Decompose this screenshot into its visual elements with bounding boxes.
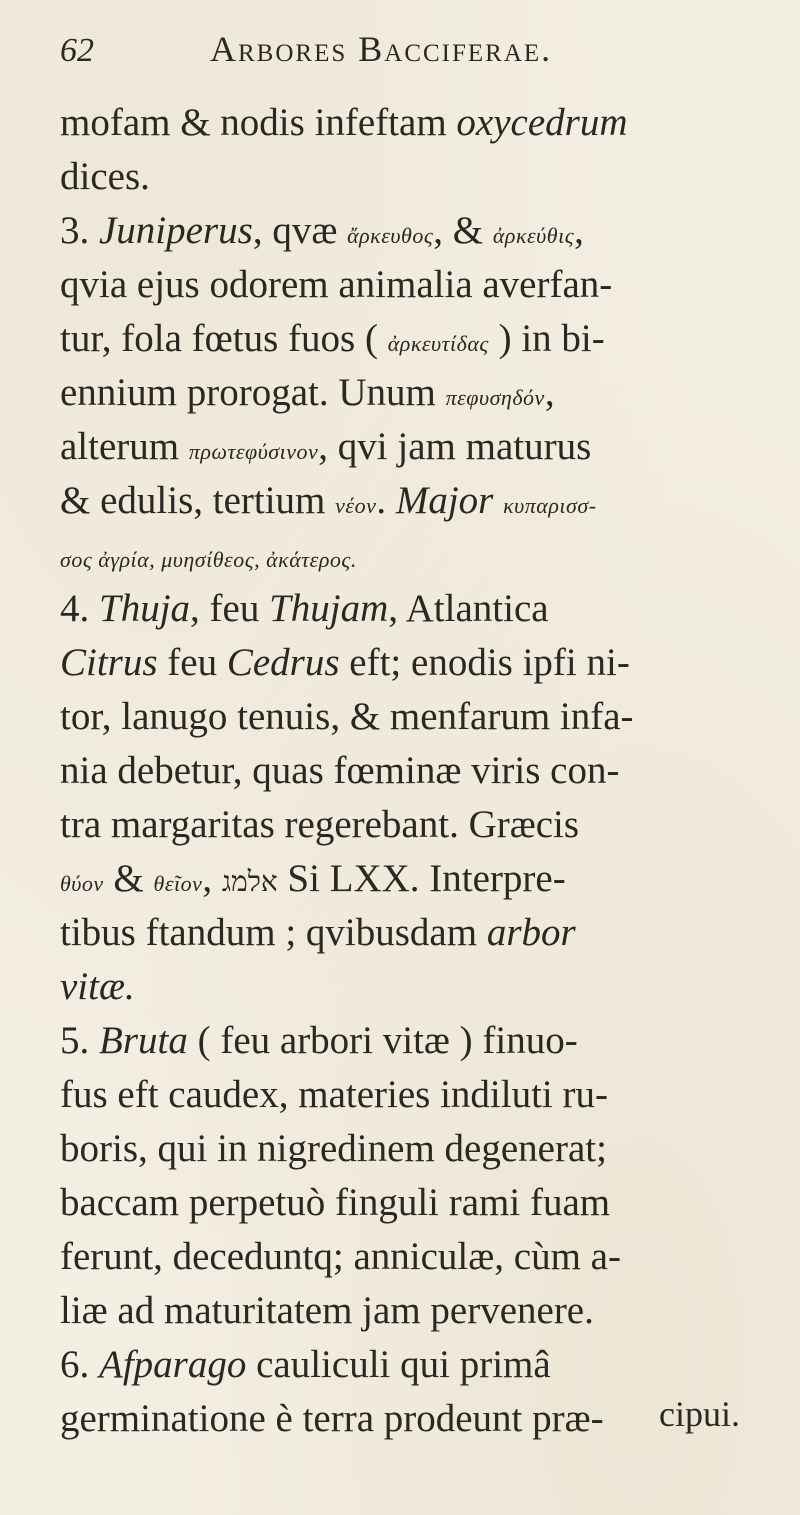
text-run: ferunt, deceduntq; anniculæ, cùm a- [60, 1235, 621, 1278]
text-line [60, 1176, 780, 1230]
text-run: ennium prorogat. Unum [60, 371, 446, 414]
text-run: ἀρκεύθις [492, 223, 575, 248]
text-run: mofam & nodis infeftam [60, 101, 457, 144]
text-run: , [202, 857, 222, 900]
text-run: feu [157, 641, 227, 684]
text-run: , [544, 371, 555, 414]
text-run: אלמג [221, 867, 278, 898]
text-run: νέον [335, 493, 377, 518]
text-run: dices. [60, 155, 150, 198]
text-run: vitæ. [60, 965, 135, 1008]
text-run: Citrus [60, 641, 158, 684]
text-run: qvia ejus odorem animalia averfan- [60, 263, 613, 306]
text-run [493, 479, 503, 522]
text-line [60, 906, 780, 960]
text-line [60, 798, 780, 852]
text-run: germinatione è terra prodeunt præ- [60, 1397, 604, 1440]
text-run: cauliculi qui primâ [246, 1343, 551, 1386]
text-line [60, 204, 780, 258]
text-line [60, 1014, 780, 1068]
text-line [60, 96, 780, 150]
text-run: 6. [60, 1343, 99, 1386]
text-line [60, 744, 780, 798]
text-line [60, 582, 780, 636]
text-run: boris, qui in nigredinem degenerat; [60, 1127, 607, 1170]
text-line [60, 1230, 780, 1284]
text-run: 3. [60, 209, 99, 252]
text-line [60, 636, 780, 690]
text-run: ἄρκευθος [347, 223, 434, 248]
text-run: ( feu arbori vitæ ) finuo- [187, 1019, 578, 1062]
text-run: alterum [60, 425, 189, 468]
text-run: 5. [60, 1019, 99, 1062]
text-line [60, 312, 780, 366]
text-run: θύον [60, 871, 104, 896]
text-line [60, 420, 780, 474]
text-line [60, 474, 780, 528]
text-run: baccam perpetuò finguli rami fuam [60, 1181, 611, 1224]
text-run: , & [433, 209, 493, 252]
text-run: Major [395, 479, 494, 522]
text-run: . [376, 479, 396, 522]
text-line [60, 960, 780, 1014]
text-run: eft; enodis ipfi ni- [339, 641, 630, 684]
text-run: tra margaritas regerebant. Græcis [60, 803, 580, 846]
text-line [60, 258, 780, 312]
text-run: πεφυσηδόν [445, 385, 545, 410]
text-line [60, 366, 780, 420]
text-run: θεῖον [153, 871, 203, 896]
body-text [60, 96, 780, 1446]
text-run: Thujam [269, 587, 389, 630]
text-run: Si LXX. Interpre- [277, 857, 566, 900]
text-run: , [574, 209, 584, 252]
catchword: cipui. [659, 1394, 740, 1434]
text-line [60, 528, 780, 582]
text-run: Bruta [99, 1019, 188, 1062]
running-head: Arbores Bacciferae. [210, 29, 553, 69]
page-number: 62 [60, 32, 94, 69]
text-line [60, 690, 780, 744]
text-run: tur, fola fœtus fuos ( [60, 317, 388, 360]
text-line [60, 150, 780, 204]
text-line [60, 1122, 780, 1176]
text-run: fus eft caudex, materies indiluti ru- [60, 1073, 608, 1116]
text-run: liæ ad maturitatem jam pervenere. [60, 1289, 594, 1332]
text-run: , feu [190, 587, 270, 630]
text-run: Thuja [99, 587, 191, 630]
text-run: , qvi jam maturus [318, 425, 592, 468]
text-run: κυπαρισσ- [503, 493, 597, 518]
text-line [60, 1284, 780, 1338]
text-run: , Atlantica [388, 587, 549, 630]
text-run: oxycedrum [456, 101, 628, 144]
text-run: Juniperus [99, 209, 253, 252]
text-run: tibus ftandum ; qvibusdam [60, 911, 487, 954]
text-run: tor, lanugo tenuis, & menfarum infa- [60, 695, 634, 738]
text-run: σος ἀγρία, μυησίθεος, ἀκάτερος. [60, 547, 357, 572]
text-run: , qvæ [252, 209, 348, 252]
text-run: & edulis, tertium [60, 479, 336, 522]
text-run: ἀρκευτίδας [387, 331, 489, 356]
text-run: ) in bi- [488, 317, 605, 360]
text-run: Cedrus [226, 641, 340, 684]
text-line [60, 1068, 780, 1122]
text-run: 4. [60, 587, 99, 630]
text-run: & [103, 857, 154, 900]
text-run: Afparago [99, 1343, 247, 1386]
text-run: arbor [486, 911, 576, 954]
text-run: nia debetur, quas fœminæ viris con- [60, 749, 620, 792]
text-run: πρωτεφύσινον [188, 439, 319, 464]
text-line [60, 1338, 780, 1392]
page-header [60, 28, 780, 94]
text-line [60, 852, 780, 906]
